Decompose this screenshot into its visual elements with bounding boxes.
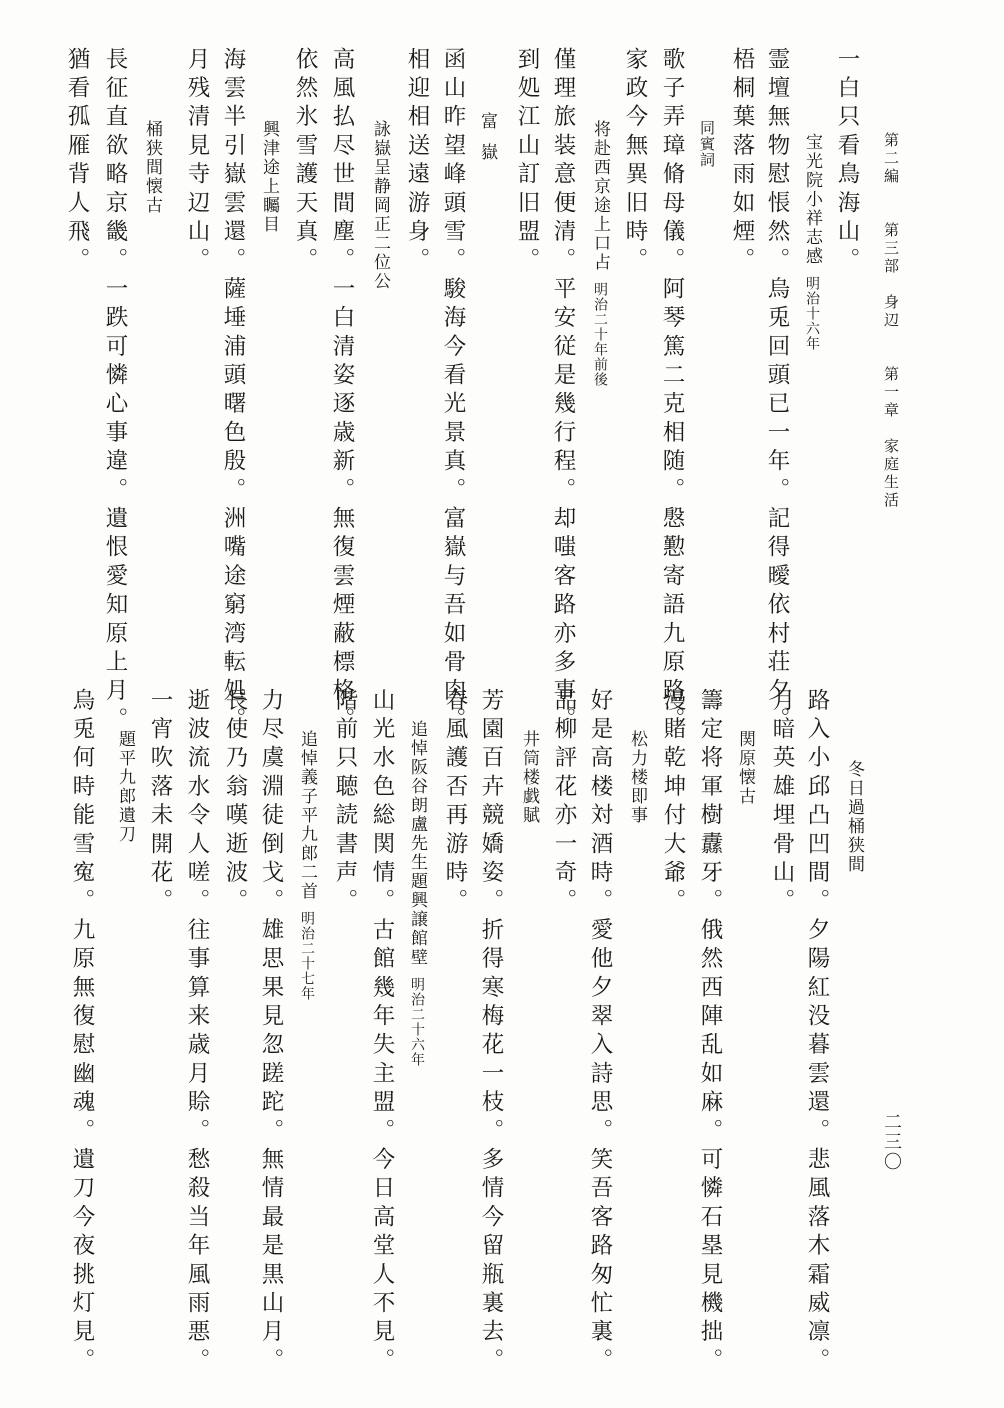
lower-line-5: 籌定将軍樹纛牙。俄然西陣乱如麻。可憐石塁見機拙。 [697,688,723,1377]
lower-line-18: 長使乃翁嘆逝波。 [222,688,248,918]
page-number: 二三〇 [881,1112,902,1172]
lower-line-22: 烏兎何時能雪寃。九原無復慰幽魂。遺刀今夜挑灯見。 [69,688,95,1377]
lower-line-15: 階前只聴読書声。 [332,688,358,918]
upper-title-5: 詠嶽呈静岡正二位公 [370,120,390,291]
lower-line-9: 品柳評花亦一奇。 [551,688,577,918]
lower-title-2: 関原懐古 [735,730,755,806]
upper-line-7: 家政今無異旧時。 [622,47,648,277]
upper-title-7: 桶狭間懐古 [142,120,162,215]
upper-title-4: 富嶽 [477,112,497,174]
upper-line-6: 歌子弄璋脩母儀。阿琴篤二克相随。慇懃寄語九原路。 [659,47,685,736]
lower-line-12: 春風護否再游時。 [442,688,468,918]
upper-line-3: 霊壇無物慰悵然。烏兎回頭已一年。記得曖依村荘夕。 [764,47,790,736]
upper-line-15: 高風払尽世間塵。一白清姿逐歳新。無復雲煙蔽標格。 [329,47,355,736]
lower-line-17: 力尽虞淵徒倒戈。雄思果見忽蹉跎。無情最是黒山月。 [258,688,284,1377]
lower-line-8: 好是高楼対酒時。愛他夕翠入詩思。笑吾客路匆忙裏。 [587,688,613,1377]
lower-title-1: 冬日過桶狭間 [844,760,864,874]
upper-line-10: 到処江山訂旧盟。 [514,47,540,277]
lower-title-4: 井筒楼戯賦 [519,730,539,825]
upper-line-16: 依然氷雪護天真。 [292,47,318,277]
lower-line-6: 漫賭乾坤付大爺。 [660,688,686,918]
upper-line-19: 月残清見寺辺山。 [184,47,210,277]
lower-title-6: 追悼義子平九郎二首明治二十七年 [297,730,317,1001]
upper-line-9: 僅理旅装意便清。平安従是幾行程。却嗤客路亦多事。 [550,47,576,736]
lower-title-7: 題平九郎遺刀 [115,730,135,844]
lower-line-14: 山光水色総関情。古館幾年失主盟。今日高堂人不見。 [369,688,395,1377]
lower-line-2: 路入小邱凸凹間。夕陽紅没暮雲還。悲風落木霜威凛。 [804,688,830,1377]
upper-line-4: 梧桐葉落雨如煙。 [729,47,755,277]
lower-title-5: 追悼阪谷朗盧先生題興譲館壁明治二十六年 [407,720,427,1067]
lower-line-20: 一宵吹落未開花。 [147,688,173,918]
upper-title-3: 将赴西京途上口占明治二十年前後 [590,120,610,387]
upper-line-21: 長征直欲略京畿。一跌可憐心事違。遺恨愛知原上月。 [102,47,128,736]
upper-title-2: 同賓詞 [698,120,716,168]
lower-title-3: 松力楼即事 [627,730,647,825]
upper-line-13: 相迎相送遠游身。 [404,47,430,277]
upper-title-1: 宝光院小祥志感明治十六年 [802,133,822,351]
upper-line-22: 猶看孤雁背人飛。 [64,47,90,277]
upper-line-18: 海雲半引嶽雲還。薩埵浦頭曙色殷。洲嘴途窮湾転処。 [220,47,246,736]
upper-line-1: 一白只看鳥海山。 [834,47,860,277]
lower-line-3: 月暗英雄埋骨山。 [769,688,795,918]
lower-line-19: 逝波流水令人嗟。往事算来歳月賒。愁殺当年風雨悪。 [184,688,210,1377]
upper-title-6: 興津途上矚目 [259,120,279,234]
upper-line-12: 函山昨望峰頭雪。駿海今看光景真。富嶽与吾如骨肉。 [440,47,466,736]
running-head: 第二編 第三部 身辺 第一章 家庭生活 [882,132,900,510]
lower-line-11: 芳園百卉競嬌姿。折得寒梅花一枝。多情今留瓶裏去。 [478,688,504,1377]
